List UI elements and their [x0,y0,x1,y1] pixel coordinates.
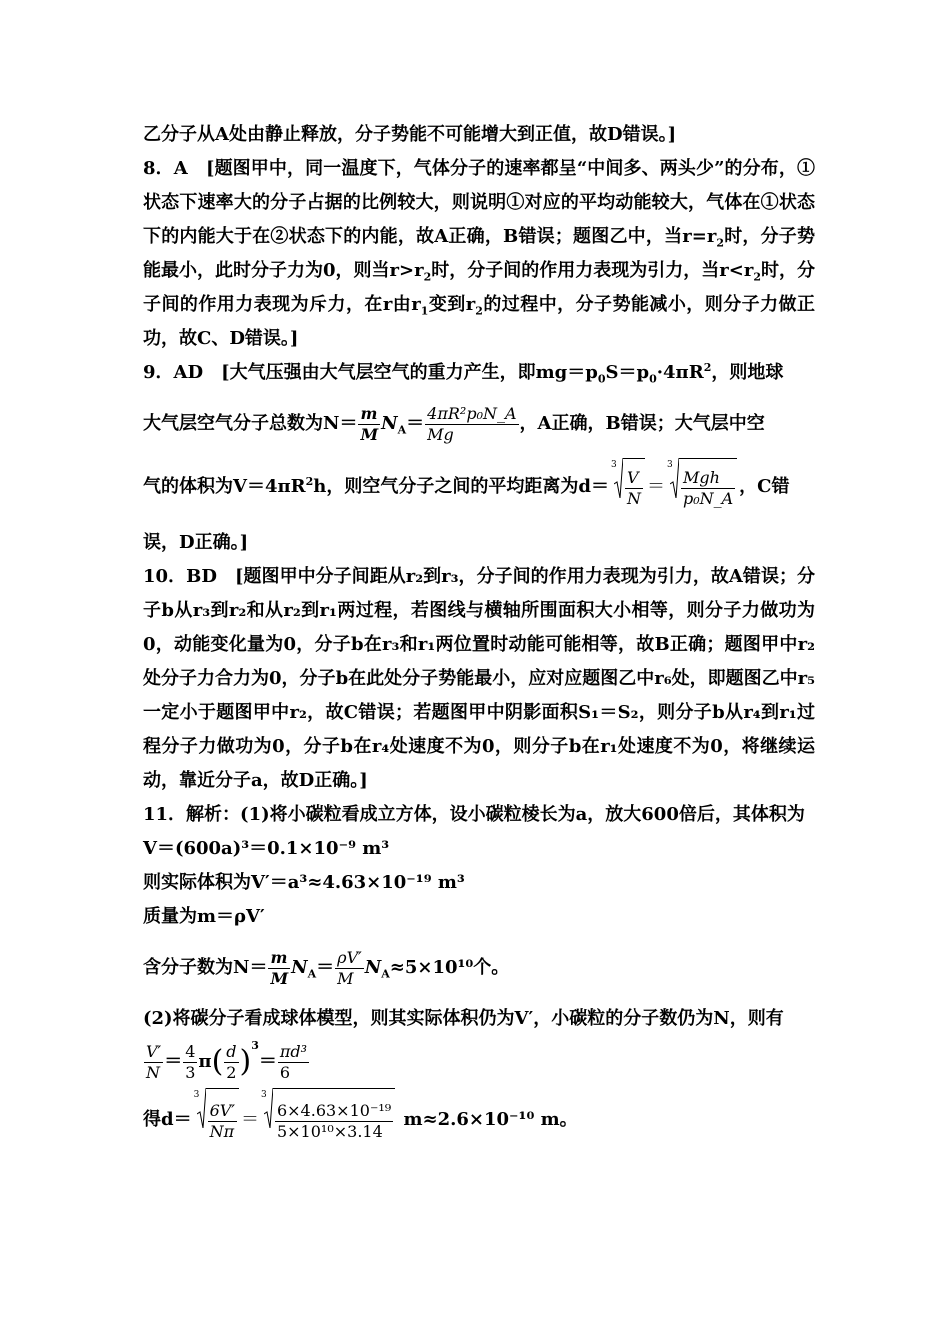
radical-sign-icon [670,458,679,498]
paragraph-q9-line2: 大气层空气分子总数为N＝ $\frac{m}{M}$ $N_A=$ $\frac{\text{4πR²p₀N\_A}}{Mg}$ ，A正确，B错误；大气层中空 [143,403,765,444]
line-q11-sphere-eq: $\frac{V'}{N}$ ＝ $\frac{4}{3}$ π( $\frac{d}{2}$ )$^3$＝ $\frac{\text{πd³}}{6}$ [146,1039,308,1082]
q8-text-6: 的过程中，分子势能减小，则分子力做正功，故C、D错误。] [143,294,816,349]
document-page [143,118,815,1152]
cube-root-Mgh: 3 $\frac{\text{Mgh}}{\text{p₀N\_A}}$ [667,458,737,516]
cube-root-6V-over-Npi: 3 $\frac{6V'}{N\pi}$ [194,1088,239,1152]
q8-text-5: 变到r [428,294,476,315]
fraction-m-over-M-2: $\frac{m}{M}$ [270,947,289,988]
cube-root-V-over-N: 3 $\frac{V}{N}$ [611,458,645,516]
paragraph-q9-line4: 误，D正确。] [143,532,249,553]
fraction-pid3-over-6: $\frac{\text{πd³}}{6}$ [279,1041,308,1082]
line-q7-end: 乙分子从A处由静止释放，分子势能不可能增大到正值，故D错误。] [143,124,677,145]
fraction-d-over-2: $\frac{d}{2}$ [226,1041,237,1082]
q8-text-3: 时，分子间的作用力表现为引力，当r<r [431,260,754,281]
fraction-rhoV-over-M: $\frac{\rho V'}{M}$ [337,947,362,988]
paragraph-q10: 10．BD [题图甲中分子间距从r₂到r₃，分子间的作用力表现为引力，故A错误；分子b从r₃到r₂和从r₂到r₁两过程，若图线与横轴所围面积大小相等，则分子力做功为0，动能变化量为0，分子b在r₃和r₁两位置时动能可能相等，故B正确；题图甲中r₂处分子力合力为0，分子b在此处分子势能最小，应对应题图乙中r₆处，即题图乙中r₅一定小于题图甲中r₂，故C错误；若题图甲中阴影面积S₁＝S₂，则分子b从r₄到r₁过程分子力做功为0，分子b在r₄处速度不为0，则分子b在r₁处速度不为0，将继续运动，靠近分子a，故D正确。] [143,566,815,791]
paragraph-q9-line1: 9．AD [大气压强由大气层空气的重力产生，即$mg=p_0S=p_0\cdot 4\pi R^2$，则地球 [143,361,784,386]
paragraph-q11-part2: (2)将碳分子看成球体模型，则其实际体积仍为V′，小碳粒的分子数仍为N，则有 [143,1008,784,1029]
line-q11-actual-volume: 则实际体积为V′＝a³≈4.63×10⁻¹⁹ m³ [143,872,465,893]
fraction-m-over-M: $\frac{m}{M}$ [360,403,379,444]
paragraph-q8: 8．A [题图甲中，同一温度下，气体分子的速率都呈“中间多、两头少”的分布，①状态下速率大的分子占据的比例较大，则说明①对应的平均动能较大，气体在①状态下的内能大于在②状态下的内能，故A正确，B错误；题图乙中，当$r=r_2$时，分子势能最小，此时分子力为0，则当$r>r_2$时，分子间的作用力表现为引力，当$r<r_2$时，分子间的作用力表现为斥力，在r由$r_1$变到$r_2$的过程中，分子势能减小，则分子力做正功，故C、D错误。] [143,158,816,349]
fraction-total-molecules: $\frac{\text{4πR²p₀N\_A}}{Mg}$ [427,403,517,444]
q8-text-1: 8．A [题图甲中，同一温度下，气体分子的速率都呈“中间多、两头少”的分布，①状态下速率大的分子占据的比例较大，则说明①对应的平均动能较大，气体在①状态下的内能大于在②状态下的内能，故A正确，B错误；题图乙中，当r=r [143,158,815,247]
radical-sign-icon [197,1088,206,1128]
cube-root-numeric: 3 $\frac{\text{6×4.63×10⁻¹⁹}}{\text{5×10¹⁰×3.14}}$ [261,1088,395,1152]
fraction-Vp-over-N: $\frac{V'}{N}$ [146,1041,162,1082]
line-q11-molecule-count: 含分子数为N＝ $\frac{m}{M}$ $N_A=$ $\frac{\rho V'}{M}$ $N_A\approx 5\times 10^{10}$个。 [143,947,510,988]
line-q11-result: 得d＝ 3 $\frac{6V'}{N\pi}$ ＝ 3 $\frac{\text{6×4.63×10⁻¹⁹}}{\text{5×10¹⁰×3.14}}$ m≈2.6×10⁻¹⁰ m。 [143,1088,815,1152]
paragraph-q11-intro: 11．解析：(1)将小碳粒看成立方体，设小碳粒棱长为a，放大600倍后，其体积为 [143,804,805,825]
radical-sign-icon [264,1088,273,1128]
line-q11-mass: 质量为m＝ρV′ [143,906,265,927]
line-q11-volume: V＝(600a)³＝0.1×10⁻⁹ m³ [143,838,390,859]
paragraph-q9-line3: 气的体积为$V=4\pi R^2h$，则空气分子之间的平均距离为d＝ 3 $\frac{V}{N}$ ＝ 3 $\frac{\text{Mgh}}{\text{p₀N\_A}}$ ，C错 [143,458,815,516]
fraction-4-over-3: $\frac{4}{3}$ [185,1041,196,1082]
radical-sign-icon [614,458,623,498]
q8-text-2: 时，分子势能最小，此时分子力为0，则当r>r [143,226,815,281]
q8-text-4: 时，分子间的作用力表现为斥力，在r由r [143,260,815,315]
